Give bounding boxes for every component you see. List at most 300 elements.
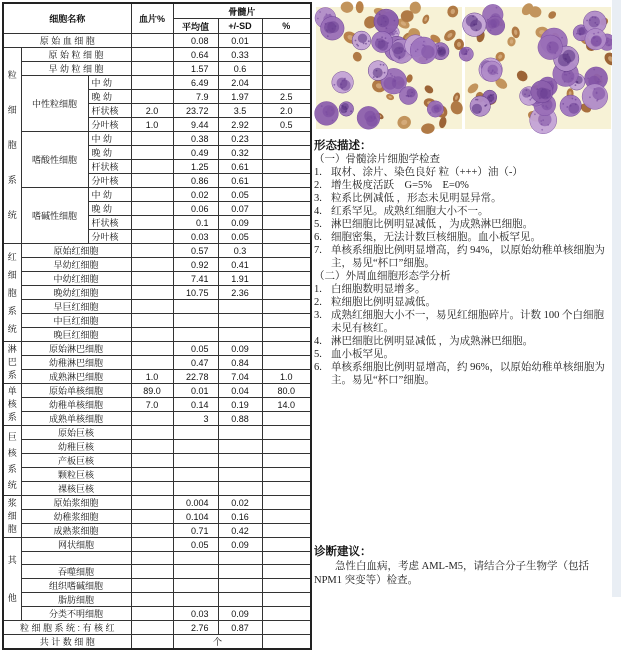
- cell-name: [21, 552, 131, 565]
- marrow-mean-value: 0.14: [173, 398, 218, 412]
- cell-name: 原始浆细胞: [21, 496, 131, 510]
- table-row: [3, 328, 311, 342]
- blood-pct-value: [131, 593, 173, 607]
- blood-pct-value: 1.0: [131, 118, 173, 132]
- morphology-line: [314, 270, 613, 283]
- marrow-pct-value: [262, 300, 311, 314]
- marrow-sd-value: [218, 328, 262, 342]
- line-number: 5.: [314, 219, 322, 230]
- total-count-row: [3, 635, 311, 650]
- blood-pct-value: [131, 272, 173, 286]
- marrow-mean-value: 0.92: [173, 258, 218, 272]
- blood-pct-value: [131, 482, 173, 496]
- cell-stage-name: 晚 幼: [88, 202, 131, 216]
- cell-stage-name: 杆状核: [88, 104, 131, 118]
- table-row: [3, 593, 311, 607]
- marrow-sd-value: 0.84: [218, 356, 262, 370]
- header-row: [3, 3, 311, 19]
- total-count-unit: 个: [173, 635, 262, 650]
- marrow-pct-value: [262, 244, 311, 258]
- table-row: [3, 300, 311, 314]
- cell-name: 早 幼 粒 细 胞: [21, 62, 131, 76]
- table-row: [3, 426, 311, 440]
- cell-name: 成熟淋巴细胞: [21, 370, 131, 384]
- table-row: [3, 132, 311, 146]
- line-number: 3.: [314, 193, 322, 204]
- marrow-mean-value: 0.02: [173, 188, 218, 202]
- marrow-pct-value: [262, 342, 311, 356]
- marrow-pct-value: [262, 538, 311, 552]
- marrow-sd-value: 0.61: [218, 160, 262, 174]
- marrow-mean-value: 0.64: [173, 48, 218, 62]
- marrow-pct-value: [262, 356, 311, 370]
- marrow-mean-value: [173, 593, 218, 607]
- marrow-mean-value: 0.03: [173, 607, 218, 621]
- marrow-mean-value: 0.03: [173, 230, 218, 244]
- cell-name: 幼稚浆细胞: [21, 510, 131, 524]
- line-text: 红系罕见。成熟红细胞大小不一。: [331, 206, 489, 217]
- marrow-mean-value: 0.01: [173, 384, 218, 398]
- marrow-pct-value: [262, 552, 311, 565]
- marrow-pct-value: [262, 454, 311, 468]
- marrow-sd-value: 3.5: [218, 104, 262, 118]
- marrow-mean-value: 22.78: [173, 370, 218, 384]
- marrow-mean-value: 0.49: [173, 146, 218, 160]
- line-number: 2.: [314, 180, 322, 191]
- marrow-sd-value: 0.87: [218, 621, 262, 635]
- table-row: [3, 607, 311, 621]
- cell-name: 早幼红细胞: [21, 258, 131, 272]
- blood-pct-value: [131, 538, 173, 552]
- marrow-sd-value: [218, 300, 262, 314]
- blood-pct-value: [131, 286, 173, 300]
- marrow-sd-value: [218, 552, 262, 565]
- marrow-sd-value: 0.16: [218, 510, 262, 524]
- line-text: 粒细胞比例明显减低。: [331, 297, 436, 308]
- marrow-sd-value: [218, 468, 262, 482]
- line-number: 6.: [314, 232, 322, 243]
- morphology-line: [314, 348, 613, 361]
- marrow-sd-value: 2.04: [218, 76, 262, 90]
- marrow-pct-value: [262, 146, 311, 160]
- marrow-pct-value: 2.5: [262, 90, 311, 104]
- marrow-pct-value: [262, 510, 311, 524]
- morphology-title: 形态描述：: [314, 140, 372, 152]
- marrow-mean-value: [173, 565, 218, 579]
- marrow-sd-value: 0.09: [218, 216, 262, 230]
- marrow-mean-value: 1.25: [173, 160, 218, 174]
- blood-pct-value: [131, 356, 173, 370]
- marrow-mean-value: 2.76: [173, 621, 218, 635]
- cell-name: 晚幼红细胞: [21, 286, 131, 300]
- cell-stage-name: 分叶核: [88, 230, 131, 244]
- morphology-line: [314, 179, 613, 192]
- marrow-sd-value: [218, 426, 262, 440]
- marrow-sd-value: [218, 314, 262, 328]
- morphology-section: [314, 139, 613, 387]
- blood-pct-value: [131, 314, 173, 328]
- blood-pct-value: [131, 300, 173, 314]
- table-row: [3, 454, 311, 468]
- marrow-pct-value: 80.0: [262, 384, 311, 398]
- blood-pct-value: [131, 468, 173, 482]
- blood-pct-value: 2.0: [131, 104, 173, 118]
- marrow-mean-value: 0.1: [173, 216, 218, 230]
- blood-pct-value: [131, 132, 173, 146]
- cell-name: 颗粒巨核: [21, 468, 131, 482]
- marrow-sd-value: 0.05: [218, 188, 262, 202]
- marrow-mean-value: 6.49: [173, 76, 218, 90]
- cell-name: 晚巨红细胞: [21, 328, 131, 342]
- blood-pct-value: 1.0: [131, 370, 173, 384]
- blood-pct-value: [131, 160, 173, 174]
- cell-name: 嗜碱性细胞: [21, 188, 88, 244]
- table-row: [3, 272, 311, 286]
- marrow-sd-value: 1.91: [218, 272, 262, 286]
- cell-name: 中巨红细胞: [21, 314, 131, 328]
- table-row: [3, 188, 311, 202]
- group-label: 巨 核 系 统: [3, 426, 21, 496]
- marrow-sd-value: 0.02: [218, 496, 262, 510]
- table-row: [3, 482, 311, 496]
- blood-pct-value: [131, 48, 173, 62]
- marrow-pct-value: [262, 286, 311, 300]
- marrow-sd-value: [218, 454, 262, 468]
- marrow-sd-value: 0.01: [218, 34, 262, 48]
- marrow-sd-value: 0.19: [218, 398, 262, 412]
- bone-marrow-smear-image-right: [465, 7, 611, 129]
- blood-pct-value: [131, 230, 173, 244]
- table-row: [3, 76, 311, 90]
- blood-pct-value: [131, 496, 173, 510]
- table-row: [3, 62, 311, 76]
- marrow-mean-value: [173, 314, 218, 328]
- marrow-pct-value: [262, 174, 311, 188]
- table-row: [3, 496, 311, 510]
- table-row: [3, 342, 311, 356]
- group-label: 浆 细 胞: [3, 496, 21, 538]
- marrow-sd-value: 0.04: [218, 384, 262, 398]
- col-header-cell-name: 细胞名称: [3, 3, 131, 34]
- marrow-pct-value: [262, 272, 311, 286]
- cell-stage-name: 中 幼: [88, 76, 131, 90]
- line-number: 4.: [314, 206, 322, 217]
- marrow-mean-value: 9.44: [173, 118, 218, 132]
- marrow-sd-value: 2.36: [218, 286, 262, 300]
- marrow-mean-value: [173, 426, 218, 440]
- cell-name: 幼稚单核细胞: [21, 398, 131, 412]
- micrograph-strip: [316, 7, 611, 129]
- table-row: [3, 510, 311, 524]
- cell-name: 嗜酸性细胞: [21, 132, 88, 188]
- cell-stage-name: 晚 幼: [88, 90, 131, 104]
- morphology-line: [314, 244, 613, 270]
- marrow-pct-value: [262, 202, 311, 216]
- marrow-pct-value: [262, 188, 311, 202]
- marrow-sd-value: 0.05: [218, 230, 262, 244]
- table-row: [3, 524, 311, 538]
- blood-pct-value: [131, 62, 173, 76]
- blood-pct-value: [131, 342, 173, 356]
- marrow-mean-value: [173, 440, 218, 454]
- marrow-sd-value: [218, 482, 262, 496]
- table-row: [3, 356, 311, 370]
- blood-pct-value: [131, 76, 173, 90]
- marrow-mean-value: 0.86: [173, 174, 218, 188]
- marrow-mean-value: 0.05: [173, 538, 218, 552]
- table-row: [3, 258, 311, 272]
- blood-pct-value: [131, 174, 173, 188]
- marrow-mean-value: [173, 482, 218, 496]
- report-right-panel: [310, 0, 621, 597]
- marrow-mean-value: [173, 300, 218, 314]
- cell-name: 幼稚巨核: [21, 440, 131, 454]
- morphology-line: [314, 296, 613, 309]
- morphology-line: [314, 231, 613, 244]
- marrow-pct-value: [262, 524, 311, 538]
- cell-name: 原始巨核: [21, 426, 131, 440]
- table-row: [3, 286, 311, 300]
- morphology-line: [314, 153, 613, 166]
- cell-stage-name: 中 幼: [88, 188, 131, 202]
- group-label: 其 他: [3, 538, 21, 621]
- marrow-mean-value: 0.104: [173, 510, 218, 524]
- blood-pct-value: [131, 34, 173, 48]
- marrow-sd-value: 0.09: [218, 607, 262, 621]
- marrow-pct-value: [262, 160, 311, 174]
- cell-name: 成熟浆细胞: [21, 524, 131, 538]
- blood-pct-value: [131, 552, 173, 565]
- line-number: 6.: [314, 362, 322, 373]
- marrow-mean-value: [173, 468, 218, 482]
- line-text: 细胞密集，无法计数巨核细胞。血小板罕见。: [331, 232, 541, 243]
- blood-pct-value: [131, 90, 173, 104]
- marrow-pct-value: [262, 314, 311, 328]
- marrow-pct-value: [262, 607, 311, 621]
- cell-name: 脂肪细胞: [21, 593, 131, 607]
- blood-pct-value: [131, 258, 173, 272]
- marrow-mean-value: 0.57: [173, 244, 218, 258]
- table-row: [3, 314, 311, 328]
- marrow-mean-value: 0.004: [173, 496, 218, 510]
- marrow-mean-value: 0.38: [173, 132, 218, 146]
- marrow-sd-value: 0.23: [218, 132, 262, 146]
- table-row: [3, 468, 311, 482]
- ratio-row: [3, 621, 311, 635]
- cell-count-table: [2, 2, 312, 650]
- table-row: [3, 384, 311, 398]
- marrow-sd-value: [218, 440, 262, 454]
- table-row: [3, 412, 311, 426]
- cell-name: 幼稚淋巴细胞: [21, 356, 131, 370]
- marrow-pct-value: 1.0: [262, 370, 311, 384]
- marrow-pct-value: [262, 482, 311, 496]
- table-row: [3, 579, 311, 593]
- ratio-row-label: 粒 细 胞 系 统 : 有 核 红: [3, 621, 131, 635]
- marrow-pct-value: [262, 496, 311, 510]
- blood-pct-value: [131, 621, 173, 635]
- blood-pct-value: [131, 635, 173, 650]
- marrow-pct-value: 14.0: [262, 398, 311, 412]
- marrow-pct-value: [262, 258, 311, 272]
- diagnosis-title: 诊断建议：: [314, 546, 372, 558]
- line-number: 5.: [314, 349, 322, 360]
- marrow-mean-value: 1.57: [173, 62, 218, 76]
- group-label: 淋 巴 系: [3, 342, 21, 384]
- col-header-mean: 平均值: [173, 19, 218, 34]
- marrow-mean-value: 0.08: [173, 34, 218, 48]
- table-row: [3, 34, 311, 48]
- marrow-pct-value: [262, 621, 311, 635]
- cell-name: 原始红细胞: [21, 244, 131, 258]
- table-row: [3, 48, 311, 62]
- marrow-mean-value: 0.47: [173, 356, 218, 370]
- blood-pct-value: [131, 565, 173, 579]
- marrow-mean-value: [173, 579, 218, 593]
- blood-pct-value: [131, 579, 173, 593]
- blood-pct-value: [131, 146, 173, 160]
- marrow-sd-value: 7.04: [218, 370, 262, 384]
- cell-name: 原始单核细胞: [21, 384, 131, 398]
- cell-name: 网状细胞: [21, 538, 131, 552]
- line-text: 增生极度活跃 G=5% E=0%: [331, 180, 469, 191]
- morphology-line: [314, 335, 613, 348]
- marrow-pct-value: [262, 62, 311, 76]
- blood-pct-value: [131, 510, 173, 524]
- marrow-sd-value: 0.41: [218, 258, 262, 272]
- cell-stage-name: 中 幼: [88, 132, 131, 146]
- line-text: （一）骨髓涂片细胞学检查: [314, 154, 440, 165]
- cell-name: 分类不明细胞: [21, 607, 131, 621]
- table-row: [3, 538, 311, 552]
- blood-pct-value: [131, 216, 173, 230]
- morphology-line: [314, 361, 613, 387]
- table-row: [3, 398, 311, 412]
- marrow-pct-value: [262, 635, 311, 650]
- line-text: 取材、涂片、染色良好 粒（+++）油（-）: [331, 167, 523, 178]
- blood-pct-value: [131, 412, 173, 426]
- table-row: [3, 440, 311, 454]
- morphology-line: [314, 218, 613, 231]
- cell-stage-name: 晚 幼: [88, 146, 131, 160]
- cell-name: 中性粒细胞: [21, 76, 88, 132]
- marrow-sd-value: [218, 565, 262, 579]
- table-body: [3, 34, 311, 650]
- col-header-pct: %: [262, 19, 311, 34]
- blood-pct-value: [131, 440, 173, 454]
- marrow-sd-value: [218, 593, 262, 607]
- blood-pct-value: [131, 244, 173, 258]
- col-header-marrow: 骨髓片: [173, 3, 311, 19]
- line-text: （二）外周血细胞形态学分析: [314, 271, 451, 282]
- cell-name: 中幼红细胞: [21, 272, 131, 286]
- cell-name: 组织嗜碱细胞: [21, 579, 131, 593]
- line-text: 淋巴细胞比例明显减低 ，为成熟淋巴细胞。: [331, 336, 534, 347]
- marrow-pct-value: [262, 593, 311, 607]
- table-row: [3, 565, 311, 579]
- marrow-sd-value: 2.92: [218, 118, 262, 132]
- line-number: 2.: [314, 297, 322, 308]
- table-header: [3, 3, 311, 34]
- line-number: 4.: [314, 336, 322, 347]
- line-number: 7.: [314, 245, 322, 256]
- marrow-mean-value: [173, 454, 218, 468]
- col-header-sd: +/-SD: [218, 19, 262, 34]
- page-edge-strip: [612, 0, 621, 597]
- marrow-mean-value: [173, 552, 218, 565]
- cell-name: 吞噬细胞: [21, 565, 131, 579]
- morphology-line: [314, 205, 613, 218]
- line-text: 成熟红细胞大小不一，易见红细胞碎片。计数 100 个白细胞未见有核红。: [331, 310, 604, 334]
- cell-name: 成熟单核细胞: [21, 412, 131, 426]
- line-text: 血小板罕见。: [331, 349, 394, 360]
- blood-pct-value: 89.0: [131, 384, 173, 398]
- marrow-pct-value: [262, 412, 311, 426]
- cell-name: 原 始 血 细 胞: [3, 34, 131, 48]
- marrow-sd-value: 0.33: [218, 48, 262, 62]
- cell-name: 原始淋巴细胞: [21, 342, 131, 356]
- line-text: 单核系细胞比例明显增高，约 96%，以原始幼稚单核细胞为主。易见“杯口”细胞。: [331, 362, 605, 386]
- marrow-pct-value: [262, 579, 311, 593]
- blood-pct-value: [131, 202, 173, 216]
- line-number: 1.: [314, 167, 322, 178]
- cell-stage-name: 分叶核: [88, 174, 131, 188]
- morphology-line: [314, 166, 613, 179]
- marrow-mean-value: 7.41: [173, 272, 218, 286]
- blood-pct-value: [131, 454, 173, 468]
- marrow-pct-value: [262, 216, 311, 230]
- table-row: [3, 370, 311, 384]
- morphology-line: [314, 192, 613, 205]
- cell-count-table-panel: [2, 2, 312, 650]
- diagnosis-section: [314, 545, 613, 588]
- blood-pct-value: [131, 328, 173, 342]
- marrow-sd-value: 0.3: [218, 244, 262, 258]
- marrow-mean-value: [173, 328, 218, 342]
- marrow-sd-value: 0.42: [218, 524, 262, 538]
- cell-name: 裸核巨核: [21, 482, 131, 496]
- line-number: 3.: [314, 310, 322, 321]
- marrow-sd-value: 0.88: [218, 412, 262, 426]
- marrow-sd-value: 0.09: [218, 538, 262, 552]
- group-label: 单 核 系: [3, 384, 21, 426]
- marrow-mean-value: 7.9: [173, 90, 218, 104]
- table-row: [3, 552, 311, 565]
- cell-stage-name: 分叶核: [88, 118, 131, 132]
- marrow-pct-value: [262, 328, 311, 342]
- marrow-sd-value: 0.6: [218, 62, 262, 76]
- marrow-sd-value: 0.32: [218, 146, 262, 160]
- morphology-line: [314, 309, 613, 335]
- group-label: 红 细 胞 系 统: [3, 244, 21, 342]
- bone-marrow-smear-image-left: [316, 7, 462, 129]
- total-count-label: 共 计 数 细 胞: [3, 635, 131, 650]
- line-text: 淋巴细胞比例明显减低 ，为成熟淋巴细胞。: [331, 219, 534, 230]
- marrow-pct-value: [262, 230, 311, 244]
- marrow-pct-value: [262, 34, 311, 48]
- marrow-pct-value: [262, 440, 311, 454]
- blood-pct-value: [131, 607, 173, 621]
- marrow-pct-value: [262, 468, 311, 482]
- marrow-sd-value: [218, 579, 262, 593]
- table-row: [3, 244, 311, 258]
- blood-pct-value: 7.0: [131, 398, 173, 412]
- marrow-pct-value: [262, 48, 311, 62]
- marrow-mean-value: 0.71: [173, 524, 218, 538]
- blood-pct-value: [131, 524, 173, 538]
- line-number: 1.: [314, 284, 322, 295]
- morphology-line: [314, 283, 613, 296]
